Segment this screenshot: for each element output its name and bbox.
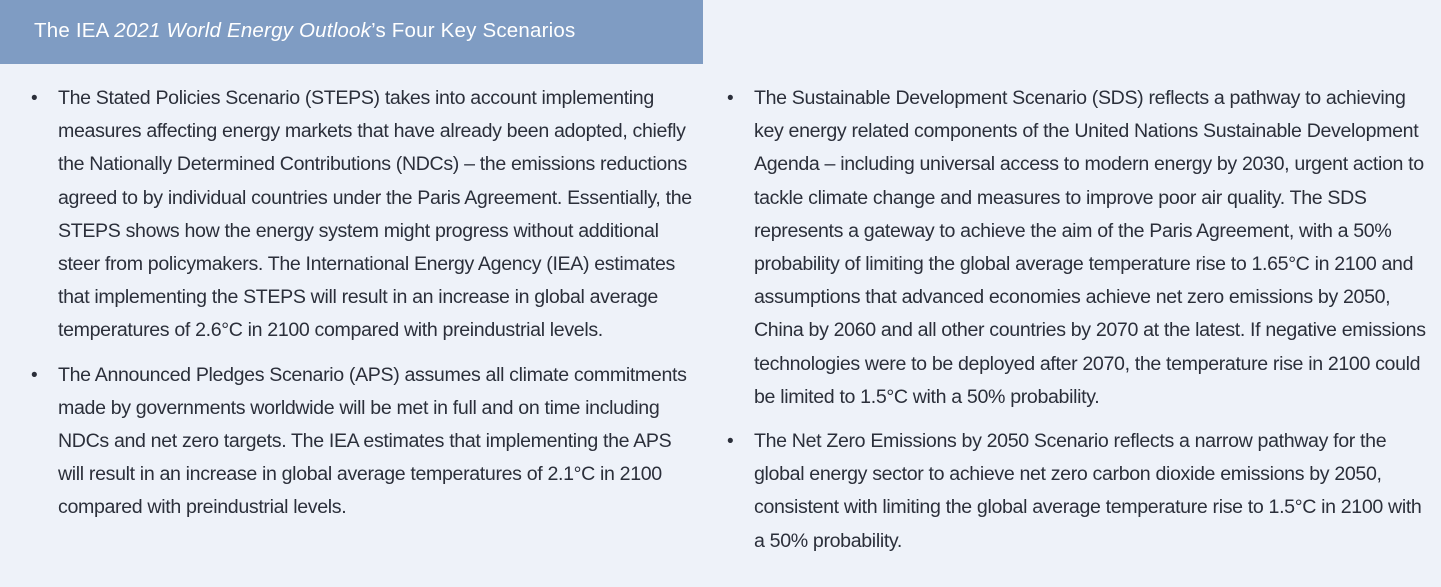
title-suffix: ’s Four Key Scenarios <box>371 19 576 42</box>
right-bullet-list <box>726 82 1426 558</box>
list-item-steps <box>30 82 702 348</box>
title-italic: 2021 World Energy Outlook <box>114 19 372 42</box>
bullet-icon: • <box>31 88 38 109</box>
list-item-text: The Sustainable Development Scenario (SDS) reflects a pathway to achieving key energy related components of the United Nations Sustainable Development Agenda – including universal access to modern energy by 2030, urgent action to tackle climate change and measures to improve poor air quality. The SDS represents a gateway to achieve the aim of the Paris Agreement, with a 50% probability of limiting the global average temperature rise to 1.65°C in 2100 and assumptions that advanced economies achieve net zero emissions by 2050, China by 2060 and all other countries by 2070 at the latest. If negative emissions technologies were to be deployed after 2070, the temperature rise in 2100 could be limited to 1.5°C with a 50% probability. <box>754 87 1426 408</box>
list-item-text: The Announced Pledges Scenario (APS) assumes all climate commitments made by governments worldwide will be met in full and on time including NDCs and net zero targets. The IEA estimates that implementing the APS will result in an increase in global average temperatures of 2.1°C in 2100 compared with preindustrial levels. <box>58 363 687 519</box>
list-item-nze <box>726 425 1426 558</box>
bullet-icon: • <box>727 431 734 453</box>
left-column <box>30 82 702 536</box>
list-item-text: The Stated Policies Scenario (STEPS) takes into account implementing measures affecting energy markets that have already been adopted, chiefly the Nationally Determined Contributions (NDCs) – the emissions reductions agreed to by individual countries under the Paris Agreement. Essentially, the STEPS shows how the energy system might progress without additional steer from policymakers. The International Energy Agency (IEA) estimates that implementing the STEPS will result in an increase in global average temperatures of 2.6°C in 2100 compared with preindustrial levels. <box>58 87 692 342</box>
bullet-icon: • <box>31 364 38 386</box>
bullet-icon: • <box>727 88 734 109</box>
right-column <box>726 82 1426 569</box>
list-item-aps <box>30 359 702 525</box>
list-item-text: The Net Zero Emissions by 2050 Scenario reflects a narrow pathway for the global energy sector to achieve net zero carbon dioxide emissions by 2050, consistent with limiting the global average temperature rise to 1.5°C in 2100 with a 50% probability. <box>754 430 1422 552</box>
list-item-sds <box>726 82 1426 414</box>
title-prefix: The IEA <box>34 19 115 42</box>
box-title <box>0 0 703 64</box>
left-bullet-list <box>30 82 702 525</box>
